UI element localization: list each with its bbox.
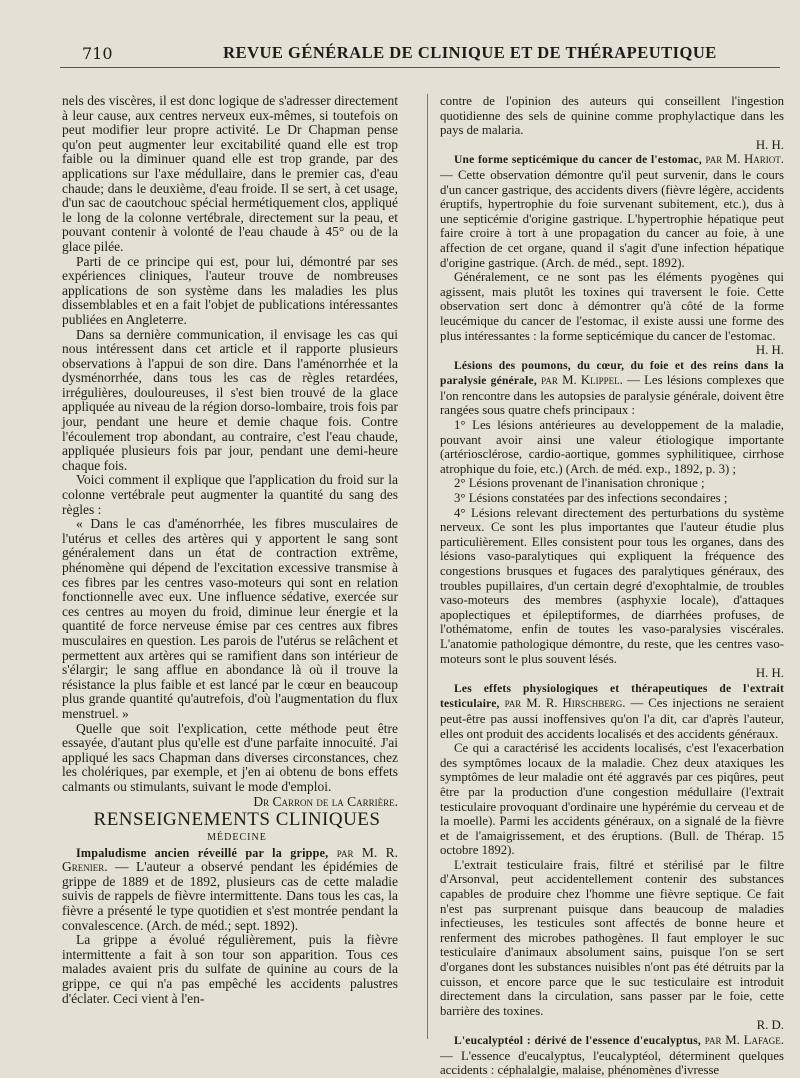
article-author: par M. Lafage. [704,1033,784,1047]
paragraph-text: L'extrait testiculaire frais, filtré et stérilisé par le filtre d'Arsonval, peut accidentellement contenir des substances capables de produire chez l'homme une fièvre septique. Ce fait n'est pas surprenant puisque dans beaucoup de maladies infectieuses, les testicules sont affectés de bonne heure et renferment des microbes pathogènes. Il faut employer le suc testiculaire d'animaux absolument sains, puisque l'on se sert d'organes dont les substances nuisibles n'ont pas été détruits par la cuisson, et encore parce que le suc testiculaire est introduit directement dans la circulation, sans passer par le foie, cette barrière des toxines. [440,857,784,1018]
author-signature: Dr Carron de la Carrière. [253,793,398,809]
article-text: — Les lésions complexes que l'on rencontre dans les autopsies de paralysie générale, doivent être rangées sous quatre chefs principaux : [440,373,784,418]
paragraph [440,858,784,1033]
article-text: — L'essence d'eucalyptus, l'eucalyptéol, déterminent quelques accidents : céphalalgie, malaise, phénomènes d'ivresse [440,1048,784,1078]
article-entry [62,846,398,934]
paragraph [440,94,784,152]
list-item: 3° Lésions constatées par des infections secondaires ; [454,491,728,506]
paragraph: Voici comment il explique que l'application du froid sur la colonne vertébrale peut augmenter la quantité du sang des règles : [62,472,398,517]
running-title: REVUE GÉNÉRALE DE CLINIQUE ET DE THÉRAPEUTIQUE [223,43,717,62]
article-text: — Ces injections ne seraient peut-être pas aussi inoffensives qu'on l'a dit, car d'après l'auteur, elles ont produit des accidents localisés et des accidents généraux. [440,696,785,741]
paragraph: Dans sa dernière communication, il envisage les cas qui nous intéressent dans cet article et il rapporte plusieurs observations à l'appui de son dire. Dans l'aménorrhée et la dysménorrhée, dans tous les cas de règles retardées, irrégulières, douloureuses, il s'est bien trouvé de la glace appliquée au niveau de la région dorso-lombaire, trois fois par jour, pendant une heure et demie chaque fois. Contre l'écoulement trop abondant, au contraire, c'est l'eau chaude, appliquée plusieurs fois par jour, pendant une demi-heure chaque fois. [62,326,398,473]
right-column [440,94,785,1078]
paragraph: Quelle que soit l'explication, cette méthode peut être essayée, d'autant plus qu'elle est d'une parfaite innocuité. J'ai appliqué les sacs Chapman dans diverses circonstances, chez les cholériques, par exemple, et j'en ai obtenu de bons effets calmants ou stimulants, suivant le mode d'emploi. [62,720,398,794]
article-heading: Les effets physiologiques et thérapeutiques de l'extrait testiculaire, [440,682,784,711]
article-author: par M. Hariot. [705,152,784,167]
list-item [440,506,784,681]
left-column [62,94,398,1044]
list-item: 2° Lésions provenant de l'inanisation chronique ; [454,476,705,491]
article-text: — Cette observation démontre qu'il peut survenir, dans le cours d'un cancer gastrique, des accidents divers (fièvre légère, accidents éruptifs, hypertrophie du foie survenant subitement, etc.), dus à une septicémie d'origine gastrique. L'hypertrophie hépatique peut faire croire à tort à une propagation du cancer au foie, à une affection de cet organe, quand il s'agit d'une infection hépatique d'origine gastrique. (Arch. de méd., sept. 1892). [440,167,784,270]
initials-signature: H. H. [755,666,784,681]
initials-signature: H. H. [755,343,784,358]
list-item-text: 4° Lésions relevant directement des perturbations du système nerveux. Ce sont les plus importantes que l'auteur étudie plus particulièrement. Elles consistent pour tous les organes, dans des lésions vaso-paralytiques qui expliquent la fréquence des congestions brusques et fugaces des paralytiques généraux, des troubles pupillaires, d'un certain degré d'exophtalmie, de troubles vaso-moteurs des membres (asphyxie locale), d'attaques apoplectiques et épileptiformes, de diarrhées profuses, de l'othématome, enfin de toutes les vaso-paralysies viscérales. L'anatomie pathologique démontre, du reste, que les centres vaso-moteurs sont le plus souvent lésés. [440,505,784,666]
lesion-list [440,418,784,681]
article-entry [440,1033,784,1078]
article-author: par M. R. Grenier. [62,844,398,875]
article-entry [440,152,784,270]
paragraph: Ce qui a caractérisé les accidents localisés, c'est l'exacerbation des symptômes locaux de la maladie. Chez deux ataxiques les symptômes de leur maladie ont été aggravés par ces piqûres, peut être par la production d'une congestion médullaire (l'extrait testiculaire provoquant d'ordinaire une hypérémie du cerveau et de la moelle). Parmi les accidents généraux, on a signalé de la fièvre et de l'amaigrissement, et des éruptions. (Bull. de Thérap. 15 octobre 1892). [440,741,784,858]
initials-signature: R. D. [756,1018,784,1033]
paragraph-text: contre de l'opinion des auteurs qui conseillent l'ingestion quotidienne des sels de quinine comme prophylactique dans les pays de malaria. [440,94,784,138]
paragraph: Parti de ce principe qui est, pour lui, démontré par ses expériences cliniques, l'auteur trouve de nombreuses applications de son système dans les maladies les plus dissemblables et en a fait l'objet de publications intéressantes publiées en Angleterre. [62,253,398,327]
section-title: RENSEIGNEMENTS CLINIQUES [93,809,381,831]
article-heading: Une forme septicémique du cancer de l'estomac, [454,154,702,167]
page-number: 710 [82,44,113,63]
article-heading: Lésions des poumons, du cœur, du foie et des reins dans la paralysie générale, [440,359,784,388]
page-header [60,42,780,68]
paragraph: La grippe a évolué régulièrement, puis la fièvre intermittente a fait à son tour son apparition. Tous ces malades avaient pris du sulfate de quinine au cours de la grippe, ce qui n'a pas empêché les accidents palustres d'éclater. Ceci vient à l'en- [62,932,398,1006]
article-text: — L'auteur a observé pendant les épidémies de grippe de 1889 et de 1892, plusieurs cas de cette maladie suivis de rappels de fièvre intermittente. Dans tous les cas, la fièvre a présenté le type quotidien et s'est montrée pendant la convalescence. (Arch. de méd.; sept. 1892). [62,859,399,933]
article-author: par M. R. Hirschberg. [504,696,626,711]
initials-signature: H. H. [755,137,784,152]
article-heading: L'eucalyptéol : dérivé de l'essence d'eucalyptus, [454,1035,701,1047]
article-heading: Impaludisme ancien réveillé par la grippe, [76,845,329,860]
subsection-title: MÉDECINE [207,832,267,844]
column-divider [427,94,428,1039]
article-author: par M. Klippel. [541,373,623,388]
quote-paragraph: « Dans le cas d'aménorrhée, les fibres musculaires de l'utérus et celles des artères qui y apportent le sang sont généralement dans un état de contraction extrême, phénomène qui dépend de l'excitation excessive transmise à ces fibres par les centres vaso-moteurs qui sont en relation fonctionnelle avec eux. Une influence sédative, exercée sur ces centres au moyen du froid, diminue leur énergie et la quantité de force nerveuse émise par ces centres aux fibres musculaires en question. Les parois de l'utérus se relâchent et permettent aux artères qui se ramifient dans son intérieur de s'élargir; le sang afflue en abondance là où il trouve la résistance la plus faible et est lancé par le cœur en beaucoup plus grande quantité qu'autrefois, d'où l'augmentation du flux menstruel. » [62,516,398,721]
paragraph [440,270,784,358]
paragraph-text: Généralement, ce ne sont pas les éléments pyogènes qui agissent, mais plutôt les toxines qui traversent le foie. Cette observation sert donc à démontrer qu'à côté de la forme leucémique du cancer de l'estomac, il existe aussi une forme des plus intéressantes : la forme septicémique du cancer de l'estomac. [440,270,784,343]
list-item: 1° Les lésions antérieures au developpement de la maladie, pouvant avoir ainsi une valeur étiologique importante (artériosclérose, cardio-aortique, gommes syphilitiquee, cirrhose atrophique du foie, etc.) (Arch. de méd. exp., 1892, p. 3) ; [440,418,784,476]
article-entry [440,358,784,418]
article-entry [440,681,784,741]
paragraph: nels des viscères, il est donc logique de s'adresser directement à leur cause, aux centres nerveux eux-mêmes, si toutefois on peut modifier leur propre activité. Le Dr Chapman pense qu'on peut augmenter leur excitabilité quand elle est trop faible ou la diminuer quand elle est trop grande, par des applications sur l'axe médullaire, dans le premier cas, d'eau chaude; dans le deuxième, d'eau froide. Il se sert, à cet usage, d'un sac de caoutchouc spécial hermétiquement clos, appliqué le long de la colonne vertébrale, directement sur la peau, et pouvant contenir à volonté de l'eau chaude à 45° ou de la glace pilée. [62,93,398,254]
